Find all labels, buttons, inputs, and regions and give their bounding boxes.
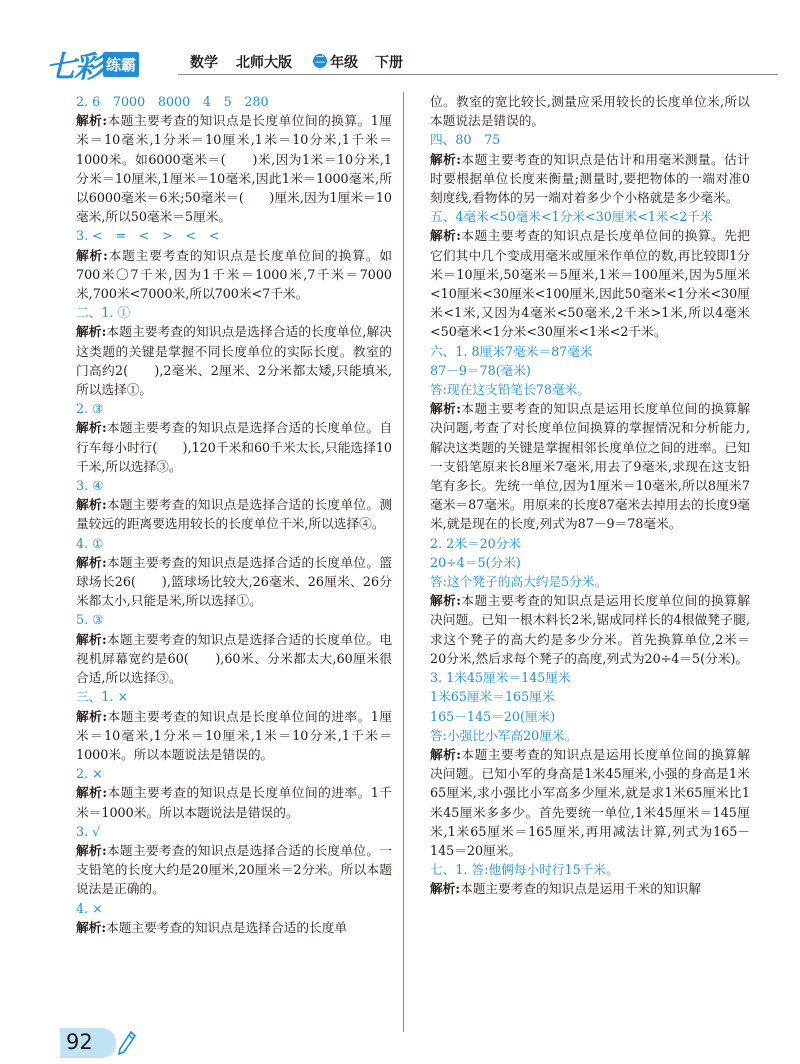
explanation-text: 本题主要考查的知识点是运用千米的知识解	[460, 881, 702, 897]
explanation-text: 本题主要考查的知识点是长度单位间的换算。1厘米＝10毫米,1分米＝10厘米,1米＝10分米,1千米＝1000米。如6000毫米＝( )米,因为1米＝10分米,1分米＝10厘米,1厘米＝10毫米,因此1米＝1000毫米,所以6000毫米＝6米;50毫米＝( )厘米,因为1厘米＝10毫米,所以50毫米＝5厘米。	[76, 113, 392, 225]
right-answer: 87－9＝78(毫米)	[430, 362, 532, 378]
grade-label: 年级	[330, 55, 358, 71]
explanation-label: 解析:	[430, 401, 461, 417]
left-answer: 5. ③	[76, 612, 104, 628]
page-header	[0, 0, 800, 86]
explanation-label: 解析:	[430, 151, 461, 167]
explanation-text: 本题主要考查的知识点是运用长度单位间的换算解决问题,考查了对长度单位间换算的掌握情况和分析能力,解决这类题的关键是掌握相邻长度单位之间的进率。已知一支铅笔原来长8厘米7毫米,用去了9毫米,求现在这支铅笔有多长。先统一单位,因为1厘米＝10毫米,所以8厘米7毫米＝87毫米。用原来的长度87毫米去掉用去的长度9毫米,就是现在的长度,列式为87－9＝78毫米。	[430, 401, 751, 532]
explanation-label: 解析:	[76, 113, 108, 129]
left-explanation	[76, 630, 392, 688]
explanation-text: 本题主要考查的知识点是选择合适的长度单位,解决这类题的关键是掌握不同长度单位的实际长度。教室的门高约2( ),2毫米、2厘米、2分米都太矮,只能填米,所以选择①。	[76, 324, 392, 398]
volume-label: 下册	[375, 55, 403, 71]
logo-text: 七彩	[46, 50, 102, 85]
left-answer: 4. ×	[76, 900, 103, 916]
explanation-text: 本题主要考查的知识点是长度单位间的进率。1千米＝1000米。所以本题说法是错误的。	[76, 785, 392, 820]
left-answer: 3. ④	[76, 478, 104, 494]
explanation-label: 解析:	[430, 593, 461, 609]
explanation-label: 解析:	[76, 785, 108, 801]
explanation-label: 解析:	[430, 228, 461, 244]
explanation-label: 解析:	[76, 247, 108, 263]
explanation-label: 解析:	[76, 324, 107, 340]
brand-logo	[46, 42, 139, 86]
explanation-text: 本题主要考查的知识点是运用长度单位间的换算解决问题。已知小军的身高是1米45厘米,小强的身高是1米65厘米,求小强比小军高多少厘米,就是求1米65厘米比1米45厘米多多少。首先要统一单位,1米45厘米＝145厘米,1米65厘米＝165厘米,再用减法计算,列式为165－145＝20厘米。	[430, 746, 751, 858]
explanation-text: 本题主要考查的知识点是选择合适的长度单位。一支铅笔的长度大约是20厘米,20厘米＝2分米。所以本题说法是正确的。	[76, 842, 393, 897]
logo-box: 练霸	[103, 52, 139, 77]
right-answer: 答:现在这支铅笔长78毫米。	[430, 382, 590, 398]
explanation-text: 本题主要考查的知识点是选择合适的长度单位。电视机屏幕宽约是60( ),60米、分米都太大,60厘米很合适,所以选择③。	[76, 631, 393, 686]
explanation-text: 本题主要考查的知识点是选择合适的长度单位。篮球场长26( ),篮球场比较大,26毫米、26厘米、26分米都太小,只能是米,所以选择①。	[76, 554, 393, 609]
right-explanation	[430, 745, 750, 860]
left-answer: 3. < = < > < <	[76, 228, 220, 244]
explanation-text: 本题主要考查的知识点是长度单位间的换算。如700米〇7千米,因为1千米＝1000米,7千米＝7000米,700米<7000米,所以700米<7千米。	[76, 247, 393, 302]
explanation-text: 本题主要考查的知识点是选择合适的长度单位。自行车每小时行( ),120千米和60千米太长,只能选择10千米,所以选择③。	[76, 420, 393, 474]
pencil-icon	[117, 1030, 137, 1056]
right-explanation	[430, 591, 750, 668]
left-answer: 2. ③	[76, 401, 104, 417]
right-answer: 答:小强比小军高20厘米。	[430, 727, 578, 743]
right-explanation	[430, 879, 750, 898]
left-explanation	[76, 918, 392, 937]
explanation-label: 解析:	[76, 420, 107, 436]
left-explanation	[76, 783, 392, 821]
left-explanation	[76, 418, 392, 476]
edition-label: 北师大版	[236, 55, 292, 71]
right-section-answer: 六、1. 8厘米7毫米＝87毫米	[430, 343, 593, 359]
right-answer: 20÷4＝5(分米)	[430, 554, 521, 570]
left-explanation	[76, 841, 392, 899]
explanation-text: 本题主要考查的知识点是运用长度单位间的换算解决问题。已知一根木料长2米,锯成同样长的4根做凳子腿,求这个凳子的高大约是多少分米。首先换算单位,2米＝20分米,然后求每个凳子的高度,列式为20÷4＝5(分米)。	[430, 593, 751, 666]
right-answer: 1米65厘米＝165厘米	[430, 689, 555, 705]
right-answer: 答:这个凳子的高大约是5分米。	[430, 574, 608, 590]
left-explanation	[76, 246, 392, 304]
left-section-answer: 二、1. ①	[76, 305, 131, 321]
grade-number-badge: 二	[315, 55, 325, 66]
right-answer: 2. 2米＝20分米	[430, 535, 522, 551]
left-explanation	[76, 707, 392, 765]
explanation-label: 解析:	[76, 631, 107, 647]
header-rule	[178, 74, 778, 75]
left-answer: 2. 6 7000 8000 4 5 280	[76, 94, 269, 109]
explanation-text: 本题主要考查的知识点是长度单位间的换算。先把它们其中几个变成用毫米或厘米作单位的数,再比较即1分米＝10厘米,50毫米＝5厘米,1米＝100厘米,因为5厘米<10厘米<30厘米<100厘米,因此50毫米<1分米<30厘米<1米,又因为4毫米<50毫米,2千米>1米,所以4毫米<50毫米<1分米<30厘米<1米<2千米。	[430, 228, 751, 340]
right-column	[430, 92, 750, 899]
left-section-answer: 三、1. ×	[76, 689, 129, 705]
explanation-text: 本题主要考查的知识点是选择合适的长度单位。测量较远的距离要选用较长的长度单位千米,所以选择④。	[76, 497, 393, 532]
right-explanation	[430, 399, 750, 533]
left-explanation	[76, 553, 392, 611]
left-explanation	[76, 322, 392, 399]
right-answer: 165－145＝20(厘米)	[430, 708, 556, 724]
right-answer: 3. 1米45厘米＝145厘米	[430, 670, 571, 686]
explanation-label: 解析:	[76, 554, 107, 570]
explanation-text: 本题主要考查的知识点是估计和用毫米测量。估计时要根据单位长度来衡量;测量时,要把物体的一端对准0刻度线,看物体的另一端对着多少个小格就是多少毫米。	[430, 151, 751, 206]
explanation-text: 本题主要考查的知识点是长度单位间的进率。1厘米＝10毫米,1分米＝10厘米,1米＝10分米,1千米＝1000米。所以本题说法是错误的。	[76, 708, 392, 762]
right-section-answer: 七、1. 答:他俩每小时行15千米。	[430, 862, 619, 878]
right-paragraph: 位。教室的宽比较长,测量应采用较长的长度单位米,所以本题说法是错误的。	[430, 94, 750, 129]
page-number-tab	[60, 1028, 116, 1058]
column-divider	[403, 92, 404, 1032]
page-number: 92	[66, 1030, 93, 1054]
explanation-label: 解析:	[76, 842, 107, 858]
right-section-answer: 四、80 75	[430, 132, 501, 148]
right-explanation	[430, 226, 750, 341]
right-section-answer: 五、4毫米<50毫米<1分米<30厘米<1米<2千米	[430, 209, 713, 225]
left-answer: 3. √	[76, 823, 101, 839]
explanation-label: 解析:	[76, 708, 108, 724]
explanation-label: 解析:	[76, 497, 107, 513]
right-explanation	[430, 150, 750, 208]
left-answer: 4. ①	[76, 535, 104, 551]
left-explanation	[76, 495, 392, 533]
left-explanation	[76, 111, 392, 226]
explanation-label: 解析:	[76, 919, 107, 935]
explanation-text: 本题主要考查的知识点是选择合适的长度单	[106, 919, 348, 935]
explanation-label: 解析:	[430, 746, 461, 762]
left-answer: 2. ×	[76, 766, 103, 782]
left-column	[76, 92, 392, 937]
subject-label: 数学	[190, 55, 218, 71]
explanation-label: 解析:	[430, 881, 461, 897]
